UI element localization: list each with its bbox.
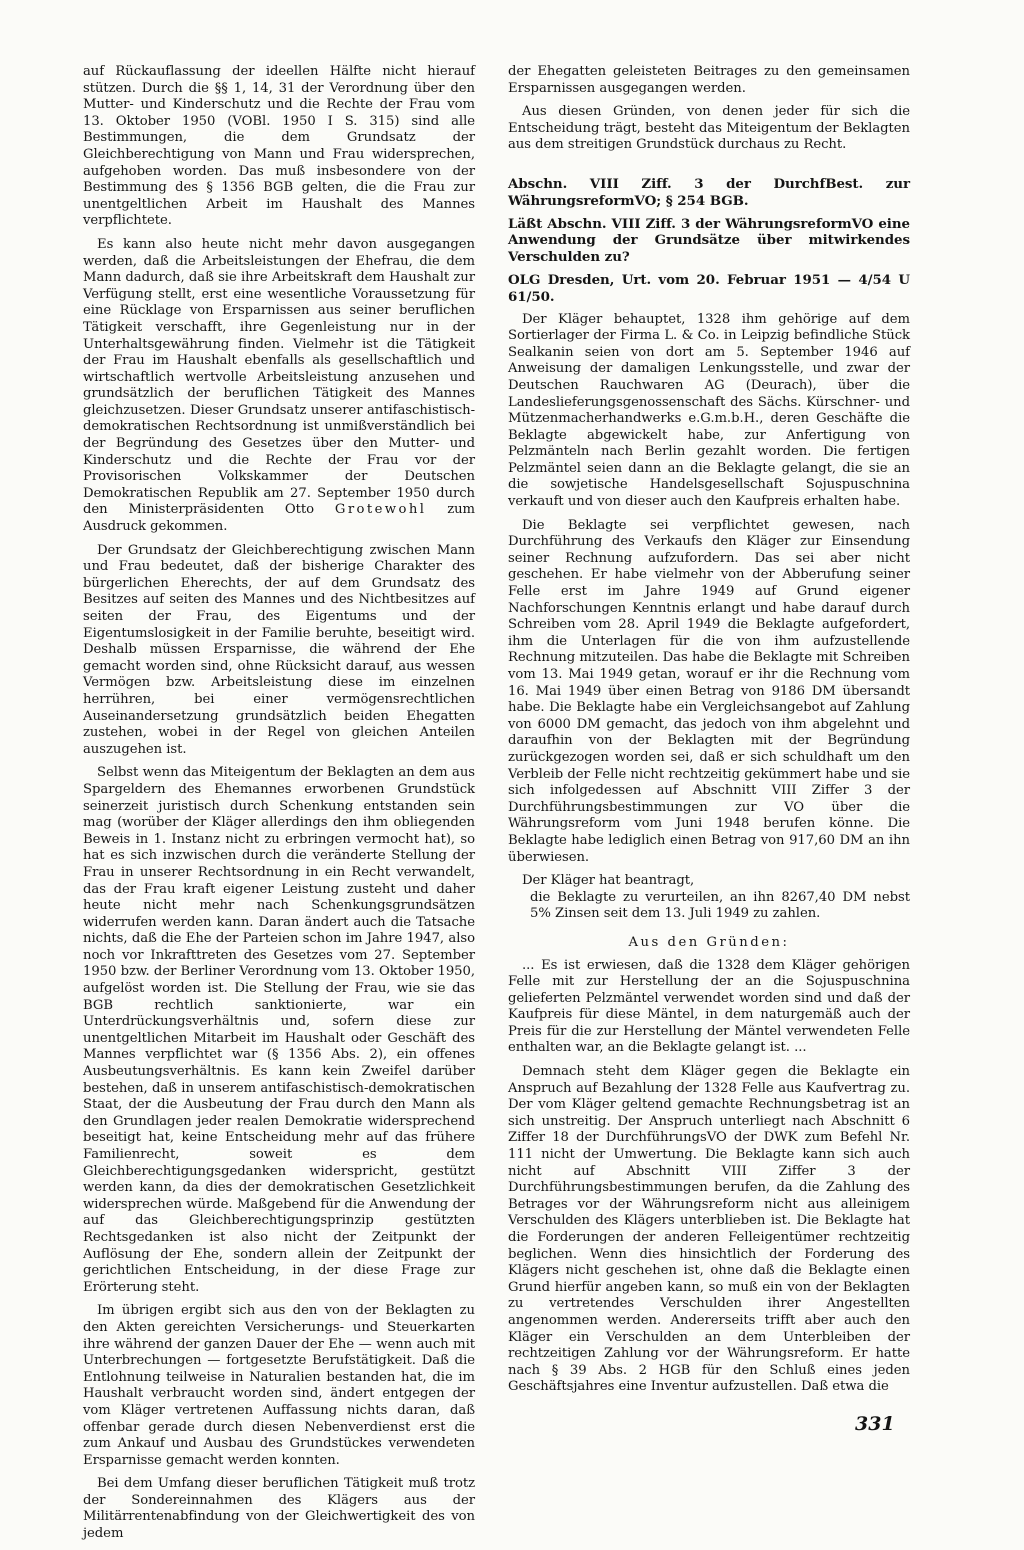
paragraph: Aus diesen Gründen, von denen jeder für sich die Entscheidung trägt, besteht das Miteigentum der Beklagten aus dem streitigen Grundstück durchaus zu Recht. (508, 104, 910, 153)
court-reference-heading: OLG Dresden, Urt. vom 20. Februar 1951 — 4/54 U 61/50. (508, 271, 910, 305)
paragraph: Der Grundsatz der Gleichberechtigung zwischen Mann und Frau bedeutet, daß der bisherige Charakter des bürgerlichen Eherechts, der auf dem Grundsatz des Besitzes auf seiten des Mannes und des Nichtbesitzes auf seiten der Frau, des Eigentums und der Eigentumslosigkeit in der Familie beruhte, beseitigt wird. Deshalb müssen Ersparnisse, die während der Ehe gemacht worden sind, ohne Rücksicht darauf, aus wessen Vermögen bzw. Arbeitsleistung diese im einzelnen herrühren, bei einer vermögensrechtlichen Auseinandersetzung grundsätzlich beiden Ehegatten zustehen, wobei in der Regel von gleichen Anteilen auszugehen ist. (83, 542, 475, 757)
case-question-heading: Läßt Abschn. VIII Ziff. 3 der WährungsreformVO eine Anwendung der Grundsätze über mitwirkendes Verschulden zu? (508, 215, 910, 266)
paragraph: Der Kläger hat beantragt, (522, 873, 695, 889)
paragraph: Bei dem Umfang dieser beruflichen Tätigkeit muß trotz der Sondereinnahmen des Klägers aus der Militärrentenabfindung von der Gleichwertigkeit des von jedem (83, 1476, 475, 1542)
paragraph: Im übrigen ergibt sich aus den von der Beklagten zu den Akten gereichten Versicherungs- und Steuerkarten ihre während der ganzen Dauer der Ehe — wenn auch mit Unterbrechungen — fortgesetzte Berufstätigkeit. Daß die Entlohnung teilweise in Naturalien bestanden hat, die im Haushalt verbraucht worden sind, ändert entgegen der vom Kläger vertretenen Auffassung nichts daran, daß offenbar gerade durch diesen Nebenverdienst erst die zum Ankauf und Ausbau des Grundstückes verwendeten Ersparnisse gemacht werden konnten. (83, 1303, 475, 1468)
text-span: Es kann also heute nicht mehr davon ausgegangen werden, daß die Arbeitsleistungen der Ehefrau, die dem Mann dadurch, daß sie ihre Arbeitskraft dem Haushalt zur Verfügung stellt, erst eine wesentliche Voraussetzung für eine Rücklage von Ersparnissen aus seiner beruflichen Tätigkeit verschafft, ihre Gegenleistung nur in der Unterhaltsgewährung finden. Vielmehr ist die Tätigkeit der Frau im Haushalt ebenfalls als gesellschaftlich und wirtschaftlich wertvolle Arbeitsleistung anzusehen und grundsätzlich der beruflichen Tätigkeit des Mannes gleichzusetzen. Dieser Grundsatz unserer antifaschistisch-demokratischen Rechtsordnung ist unmißverständlich bei der Begründung des Gesetzes über den Mutter- und Kinderschutz und die Rechte der Frau vor der Provisorischen Volkskammer der Deutschen Demokratischen Republik am 27. September 1950 durch den Ministerpräsidenten Otto (83, 236, 475, 518)
case-citation-heading: Abschn. VIII Ziff. 3 der DurchfBest. zur WährungsreformVO; § 254 BGB. (508, 175, 910, 209)
text-span: zum Ausdruck gekommen. (83, 502, 475, 535)
spaced-name: Grotewohl (334, 502, 427, 518)
paragraph: auf Rückauflassung der ideellen Hälfte nicht hierauf stützen. Durch die §§ 1, 14, 31 der Verordnung über den Mutter- und Kinderschutz und die Rechte der Frau vom 13. Oktober 1950 (VOBl. 1950 I S. 315) sind alle Bestimmungen, die dem Grundsatz der Gleichberechtigung von Mann und Frau widersprechen, aufgehoben worden. Das muß insbesondere von der Bestimmung des § 1356 BGB gelten, die die Frau zur unentgeltlichen Arbeit im Haushalt des Mannes verpflichtete. (83, 64, 475, 229)
paragraph: Demnach steht dem Kläger gegen die Beklagte ein Anspruch auf Bezahlung der 1328 Felle aus Kaufvertrag zu. Der vom Kläger geltend gemachte Rechnungsbetrag ist an sich unstreitig. Der Anspruch unterliegt nach Abschnitt 6 Ziffer 18 der DurchführungsVO der DWK zum Befehl Nr. 111 nicht der Umwertung. Die Beklagte kann sich auch nicht auf Abschnitt VIII Ziffer 3 der Durchführungsbestimmungen berufen, da die Zahlung des Betrages vor der Währungsreform nicht aus alleinigem Verschulden des Klägers unterblieben ist. Die Beklagte hat die Forderungen der anderen Felleigentümer rechtzeitig beglichen. Wenn dies hinsichtlich der Forderung des Klägers nicht geschehen ist, ohne daß die Beklagte einen Grund hierfür angeben kann, so muß ein von der Beklagten zu vertretendes Verschulden ihrer Angestellten angenommen werden. Andererseits trifft aber auch den Kläger ein Verschulden an dem Unterbleiben der rechtzeitigen Zahlung vor der Währungsreform. Er hatte nach § 39 Abs. 2 HGB für den Schluß eines jeden Geschäftsjahres eine Inventur aufzustellen. Daß etwa die (508, 1064, 910, 1395)
paragraph: Selbst wenn das Miteigentum der Beklagten an dem aus Spargeldern des Ehemannes erworbenen Grundstück seinerzeit juristisch durch Schenkung entstanden sein mag (worüber der Kläger allerdings den ihm obliegenden Beweis in 1. Instanz nicht zu erbringen vermocht hat), so hat es sich inzwischen durch die veränderte Stellung der Frau in unserer Rechtsordnung in ein Recht verwandelt, das der Frau kraft eigener Leistung zusteht und daher heute nicht mehr nach Schenkungsgrundsätzen widerrufen werden kann. Daran ändert auch die Tatsache nichts, daß die Ehe der Parteien schon im Jahre 1947, also noch vor Inkrafttreten des Gesetzes vom 27. September 1950 bzw. der Berliner Verordnung vom 13. Oktober 1950, aufgelöst worden ist. Die Stellung der Frau, wie sie das BGB rechtlich sanktionierte, war ein Unterdrückungsverhältnis und, sofern diese zur unentgeltlichen Mitarbeit im Haushalt oder Geschäft des Mannes verpflichtet war (§ 1356 Abs. 2), ein offenes Ausbeutungsverhältnis. Es kann kein Zweifel darüber bestehen, daß in unserem antifaschistisch-demokratischen Staat, der die Ausbeutung der Frau durch den Mann als den Grundlagen jeder realen Demokratie widersprechend beseitigt hat, keine Entscheidung mehr auf das frühere Familienrecht, soweit es dem Gleichberechtigungsgedanken widerspricht, gestützt werden kann, da dies der demokratischen Gesetzlichkeit widersprechen würde. Maßgebend für die Anwendung der auf das Gleichberechtigungsprinzip gestützten Rechtsgedanken ist also nicht der Zeitpunkt der Auflösung der Ehe, sondern allein der Zeitpunkt der gerichtlichen Entscheidung, in der diese Frage zur Erörterung steht. (83, 765, 475, 1295)
motion-quote: die Beklagte zu verurteilen, an ihn 8267,40 DM nebst 5% Zinsen seit dem 13. Juli 1949 zu zahlen. (530, 889, 910, 922)
right-column (508, 64, 910, 1403)
page-number: 331 (855, 1413, 895, 1435)
section-heading: Aus den Gründen: (628, 934, 790, 950)
paragraph: der Ehegatten geleisteten Beitrages zu den gemeinsamen Ersparnissen ausgegangen werden. (508, 64, 910, 96)
paragraph: Die Beklagte sei verpflichtet gewesen, nach Durchführung des Verkaufs den Kläger zur Einsendung seiner Rechnung aufzufordern. Das sei aber nicht geschehen. Er habe vielmehr von der Abberufung seiner Felle erst im Jahre 1949 auf Grund eigener Nachforschungen Kenntnis erlangt und habe darauf durch Schreiben vom 28. April 1949 die Beklagte aufgefordert, ihm die Unterlagen für die von ihm aufzustellende Rechnung mitzuteilen. Das habe die Beklagte mit Schreiben vom 13. Mai 1949 getan, worauf er ihr die Rechnung vom 16. Mai 1949 über einen Betrag von 9186 DM übersandt habe. Die Beklagte habe ein Vergleichsangebot auf Zahlung von 6000 DM gemacht, das jedoch von ihm abgelehnt und daraufhin von der Beklagten mit der Begründung zurückgezogen worden sei, daß er sich schuldhaft um den Verbleib der Felle nicht rechtzeitig gekümmert habe und sie sich infolgedessen auf Abschnitt VIII Ziffer 3 der Durchführungsbestimmungen zur VO über die Währungsreform vom Juni 1948 berufen könne. Die Beklagte habe lediglich einen Betrag von 917,60 DM an ihn überwiesen. (508, 517, 910, 865)
left-column (83, 64, 475, 1550)
paragraph: ... Es ist erwiesen, daß die 1328 dem Kläger gehörigen Felle mit zur Herstellung der an die Sojuspuschnina gelieferten Pelzmäntel verwendet worden sind und daß der Kaufpreis für diese Mäntel, in dem naturgemäß auch der Preis für die zur Herstellung der Mäntel verwendeten Felle enthalten war, an die Beklagte gelangt ist. ... (508, 957, 910, 1056)
paragraph (83, 237, 475, 536)
paragraph: Der Kläger behauptet, 1328 ihm gehörige auf dem Sortierlager der Firma L. & Co. in Leipzig befindliche Stück Sealkanin seien von dort am 5. September 1946 auf Anweisung der damaligen Lenkungsstelle, und zwar der Deutschen Rauchwaren AG (Deurach), über die Landeslieferungsgenossenschaft des Sächs. Kürschner- und Mützenmacherhandwerks e.G.m.b.H., deren Geschäfte die Beklagte abgewickelt habe, zur Anfertigung von Pelzmänteln nach Berlin gezahlt worden. Die fertigen Pelzmäntel seien dann an die Beklagte gelangt, die sie an die sowjetische Handelsgesellschaft Sojuspuschnina verkauft und von dieser auch den Kaufpreis erhalten habe. (508, 311, 910, 510)
